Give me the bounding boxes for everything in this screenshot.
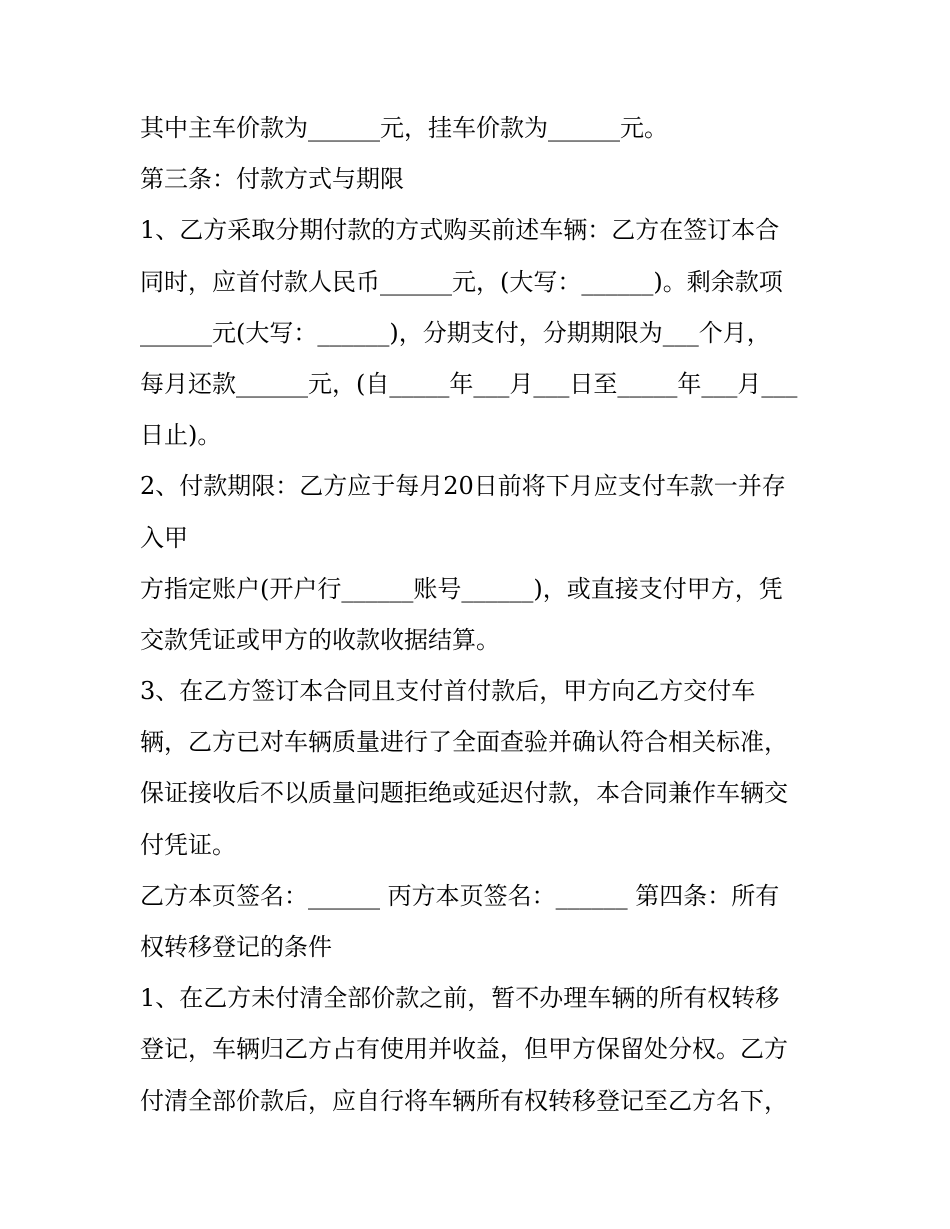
text-line: 付清全部价款后，应自行将车辆所有权转移登记至乙方名下， bbox=[140, 1086, 788, 1115]
contract-text bbox=[140, 103, 830, 1127]
text-line: 交款凭证或甲方的收款收据结算。 bbox=[140, 625, 500, 654]
text-line: 日止)。 bbox=[140, 421, 222, 450]
text-line: ______元(大写：______)，分期支付，分期期限为___个月， bbox=[140, 318, 771, 347]
text-line: 方指定账户(开户行______账号______)，或直接支付甲方，凭 bbox=[140, 574, 783, 603]
text-line: 每月还款______元，(自_____年___月___日至_____年___月___ bbox=[140, 369, 798, 398]
text-line: 入甲 bbox=[140, 523, 188, 552]
text-line: 3、在乙方签订本合同且支付首付款后，甲方向乙方交付车 bbox=[140, 677, 756, 706]
text-line: 同时，应首付款人民币______元，(大写：______)。剩余款项 bbox=[140, 267, 783, 296]
text-line: 2、付款期限：乙方应于每月20日前将下月应支付车款一并存 bbox=[140, 472, 786, 501]
text-line: 权转移登记的条件 bbox=[140, 933, 332, 961]
text-line: 登记，车辆归乙方占有使用并收益，但甲方保留处分权。乙方 bbox=[140, 1035, 788, 1064]
text-line: 辆，乙方已对车辆质量进行了全面查验并确认符合相关标准， bbox=[140, 728, 788, 757]
text-line: 其中主车价款为______元，挂车价款为______元。 bbox=[140, 114, 668, 142]
text-line: 1、乙方采取分期付款的方式购买前述车辆：乙方在签订本合 bbox=[140, 216, 780, 245]
text-line: 1、在乙方未付清全部价款之前，暂不办理车辆的所有权转移 bbox=[140, 984, 780, 1013]
text-line: 保证接收后不以质量问题拒绝或延迟付款，本合同兼作车辆交 bbox=[140, 779, 788, 808]
section-heading: 第三条：付款方式与期限 bbox=[140, 165, 404, 194]
text-line: 付凭证。 bbox=[140, 830, 236, 859]
signature-line: 乙方本页签名：______ 丙方本页签名：______ 第四条：所有 bbox=[140, 881, 780, 910]
